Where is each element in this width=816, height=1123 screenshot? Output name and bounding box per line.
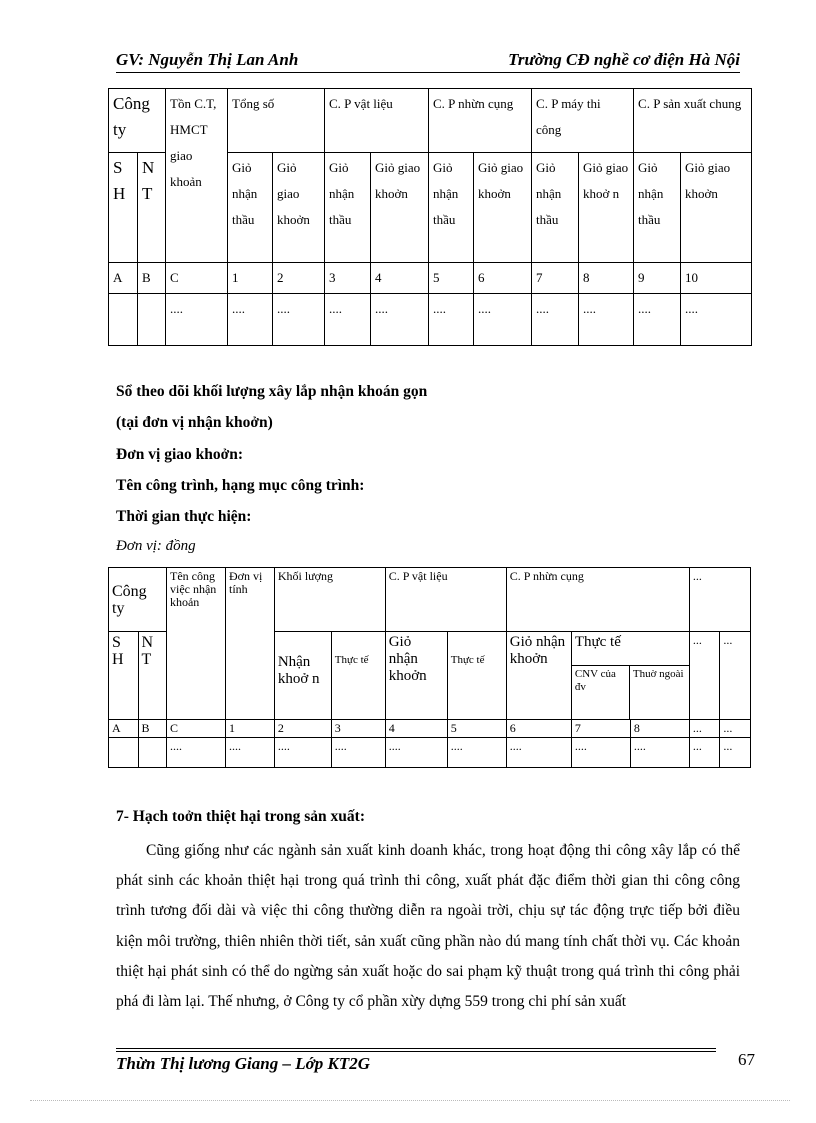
th-gia-nhan-khoan-2: Giỏ nhận khoởn bbox=[506, 632, 571, 720]
footer-rule bbox=[116, 1051, 716, 1052]
dots-cell: .... bbox=[474, 294, 532, 346]
dots-cell: ... bbox=[689, 738, 720, 768]
page-number: 67 bbox=[738, 1050, 755, 1069]
th-nt-2: N T bbox=[138, 632, 166, 720]
para-title: Sổ theo dõi khối lượng xây lắp nhận khoán gọn bbox=[116, 383, 428, 400]
th-tong-so: Tổng số bbox=[228, 89, 325, 153]
dots-cell: .... bbox=[532, 294, 579, 346]
th-ellipsis: ... bbox=[689, 568, 750, 632]
unit-label: Đơn vị: đồng bbox=[116, 538, 196, 554]
dots-cell: .... bbox=[166, 738, 225, 768]
th-cp-vat-lieu-2: C. P vật liệu bbox=[385, 568, 506, 632]
code-cell: ... bbox=[720, 720, 751, 738]
body-paragraph: Cũng giống như các ngành sản xuất kinh doanh khác, trong hoạt động thi công xây lắp có thể phát sinh các khoản thiệt hại trong quá trình thi công, xuất phát đặc điểm thời gian thi công công trình tương đối dài và việc thi công thường diễn ra ngoài trời, chịu sự tác động trực tiếp bởi điều kiện môi trường, thiên nhiên thời tiết, sản xuất cũng phần nào dú mang tính chất thời vụ. Các khoản thiệt hại phát sinh có thể do ngừng sản xuất hoặc do sai phạm kỹ thuật trong quá trình thi công phải phá đi làm lại. Thế nhưng, ở Công ty cổ phần xừy dựng 559 trong chi phí sản xuất bbox=[116, 842, 740, 1011]
dots-cell: .... bbox=[273, 294, 325, 346]
th-thuc-te-1: Thực tế bbox=[331, 632, 385, 720]
code-cell: 5 bbox=[429, 263, 474, 294]
th-gia-nhan-3: Giỏ nhận thầu bbox=[429, 153, 474, 263]
th-gia-nhan-4: Giỏ nhận thầu bbox=[532, 153, 579, 263]
th-cp-may: C. P máy thi công bbox=[532, 89, 634, 153]
dots-cell: .... bbox=[429, 294, 474, 346]
dots-cell: .... bbox=[274, 738, 331, 768]
header-rule bbox=[116, 72, 740, 73]
table-row bbox=[109, 263, 752, 294]
th-cp-vat-lieu: C. P vật liệu bbox=[325, 89, 429, 153]
table-row bbox=[109, 294, 752, 346]
th-thuc-te-group bbox=[571, 632, 689, 720]
code-cell: 4 bbox=[385, 720, 447, 738]
para-thoi-gian: Thời gian thực hiện: bbox=[116, 508, 252, 525]
code-cell: 6 bbox=[474, 263, 532, 294]
body-text bbox=[116, 836, 740, 1017]
table-row bbox=[109, 738, 751, 768]
code-cell: 2 bbox=[273, 263, 325, 294]
empty-cell bbox=[138, 294, 166, 346]
code-cell: 7 bbox=[571, 720, 630, 738]
th-sh-2: S H bbox=[109, 632, 139, 720]
dots-cell: .... bbox=[166, 294, 228, 346]
th-cong-ty-2: Công ty bbox=[109, 568, 167, 632]
code-cell: B bbox=[138, 263, 166, 294]
para-subtitle: (tại đơn vị nhận khoởn) bbox=[116, 414, 273, 431]
empty-cell bbox=[138, 738, 166, 768]
empty-cell bbox=[109, 294, 138, 346]
th-thue-ngoai: Thuờ ngoài bbox=[632, 668, 684, 680]
th-cnv: CNV của đv bbox=[572, 666, 630, 719]
code-cell: 5 bbox=[447, 720, 506, 738]
footer-rule bbox=[116, 1048, 716, 1049]
code-cell: 3 bbox=[325, 263, 371, 294]
code-cell: 4 bbox=[371, 263, 429, 294]
th-cong-ty: Công ty bbox=[109, 89, 166, 153]
th-khoi-luong: Khối lượng bbox=[274, 568, 385, 632]
dots-cell: .... bbox=[447, 738, 506, 768]
th-sh: S H bbox=[109, 153, 138, 263]
th-gia-giao-4: Giỏ giao khoở n bbox=[579, 153, 634, 263]
dots-cell: .... bbox=[630, 738, 689, 768]
th-gia-nhan-1: Giỏ nhận thầu bbox=[228, 153, 273, 263]
code-cell: 7 bbox=[532, 263, 579, 294]
dots-cell: .... bbox=[634, 294, 681, 346]
code-cell: B bbox=[138, 720, 166, 738]
th-gia-giao-5: Giỏ giao khoởn bbox=[681, 153, 752, 263]
dots-cell: .... bbox=[579, 294, 634, 346]
page-footer: Thừn Thị lương Giang – Lớp KT2G bbox=[116, 1054, 370, 1073]
section-title: 7- Hạch toởn thiệt hại trong sản xuất: bbox=[116, 808, 365, 825]
dots-cell: .... bbox=[225, 738, 274, 768]
para-don-vi: Đơn vị giao khoởn: bbox=[116, 446, 243, 463]
dots-cell: .... bbox=[571, 738, 630, 768]
header-teacher: GV: Nguyễn Thị Lan Anh bbox=[116, 50, 299, 69]
th-nhan-khoan: Nhận khoở n bbox=[274, 632, 331, 720]
code-cell: 2 bbox=[274, 720, 331, 738]
th-cp-nhan-cong: C. P nhừn cụng bbox=[429, 89, 532, 153]
code-cell: C bbox=[166, 263, 228, 294]
page-header bbox=[116, 50, 740, 72]
th-thuc-te-big: Thực tế bbox=[572, 632, 689, 666]
code-cell: 1 bbox=[225, 720, 274, 738]
code-cell: 10 bbox=[681, 263, 752, 294]
th-cp-sxc: C. P sản xuất chung bbox=[634, 89, 752, 153]
dots-cell: .... bbox=[228, 294, 273, 346]
header-school: Trường CĐ nghề cơ điện Hà Nội bbox=[508, 50, 740, 69]
dots-cell: .... bbox=[681, 294, 752, 346]
code-cell: A bbox=[109, 720, 139, 738]
th-ten-cong-viec: Tên công việc nhận khoản bbox=[166, 568, 225, 720]
th-gia-giao-1: Giỏ giao khoởn bbox=[273, 153, 325, 263]
code-cell: 9 bbox=[634, 263, 681, 294]
th-thuc-te-2: Thực tế bbox=[447, 632, 506, 720]
dots-cell: .... bbox=[506, 738, 571, 768]
code-cell: 3 bbox=[331, 720, 385, 738]
th-gia-nhan-2: Giỏ nhận thầu bbox=[325, 153, 371, 263]
th-ellipsis-b: ... bbox=[720, 632, 751, 720]
para-cong-trinh: Tên công trình, hạng mục công trình: bbox=[116, 477, 365, 494]
dots-cell: ... bbox=[720, 738, 751, 768]
th-gia-nhan-5: Giỏ nhận thầu bbox=[634, 153, 681, 263]
th-ton: Tồn C.T, HMCT giao khoản bbox=[166, 89, 228, 263]
dots-cell: .... bbox=[371, 294, 429, 346]
page-divider bbox=[30, 1100, 790, 1101]
th-gia-giao-3: Giỏ giao khoởn bbox=[474, 153, 532, 263]
code-cell: A bbox=[109, 263, 138, 294]
dots-cell: .... bbox=[325, 294, 371, 346]
code-cell: 8 bbox=[630, 720, 689, 738]
code-cell: 8 bbox=[579, 263, 634, 294]
code-cell: 1 bbox=[228, 263, 273, 294]
volume-table bbox=[108, 567, 751, 768]
th-gia-nhan-khoan-1: Giỏ nhận khoởn bbox=[385, 632, 447, 720]
dots-cell: .... bbox=[331, 738, 385, 768]
code-cell: ... bbox=[689, 720, 720, 738]
table-row bbox=[109, 720, 751, 738]
th-ellipsis-a: ... bbox=[689, 632, 720, 720]
code-cell: C bbox=[166, 720, 225, 738]
th-cp-nhan-cong-2: C. P nhừn cụng bbox=[506, 568, 689, 632]
th-nt: N T bbox=[138, 153, 166, 263]
th-don-vi: Đơn vị tính bbox=[225, 568, 274, 720]
th-gia-giao-2: Giỏ giao khoởn bbox=[371, 153, 429, 263]
code-cell: 6 bbox=[506, 720, 571, 738]
dots-cell: .... bbox=[385, 738, 447, 768]
empty-cell bbox=[109, 738, 139, 768]
contract-table bbox=[108, 88, 752, 346]
